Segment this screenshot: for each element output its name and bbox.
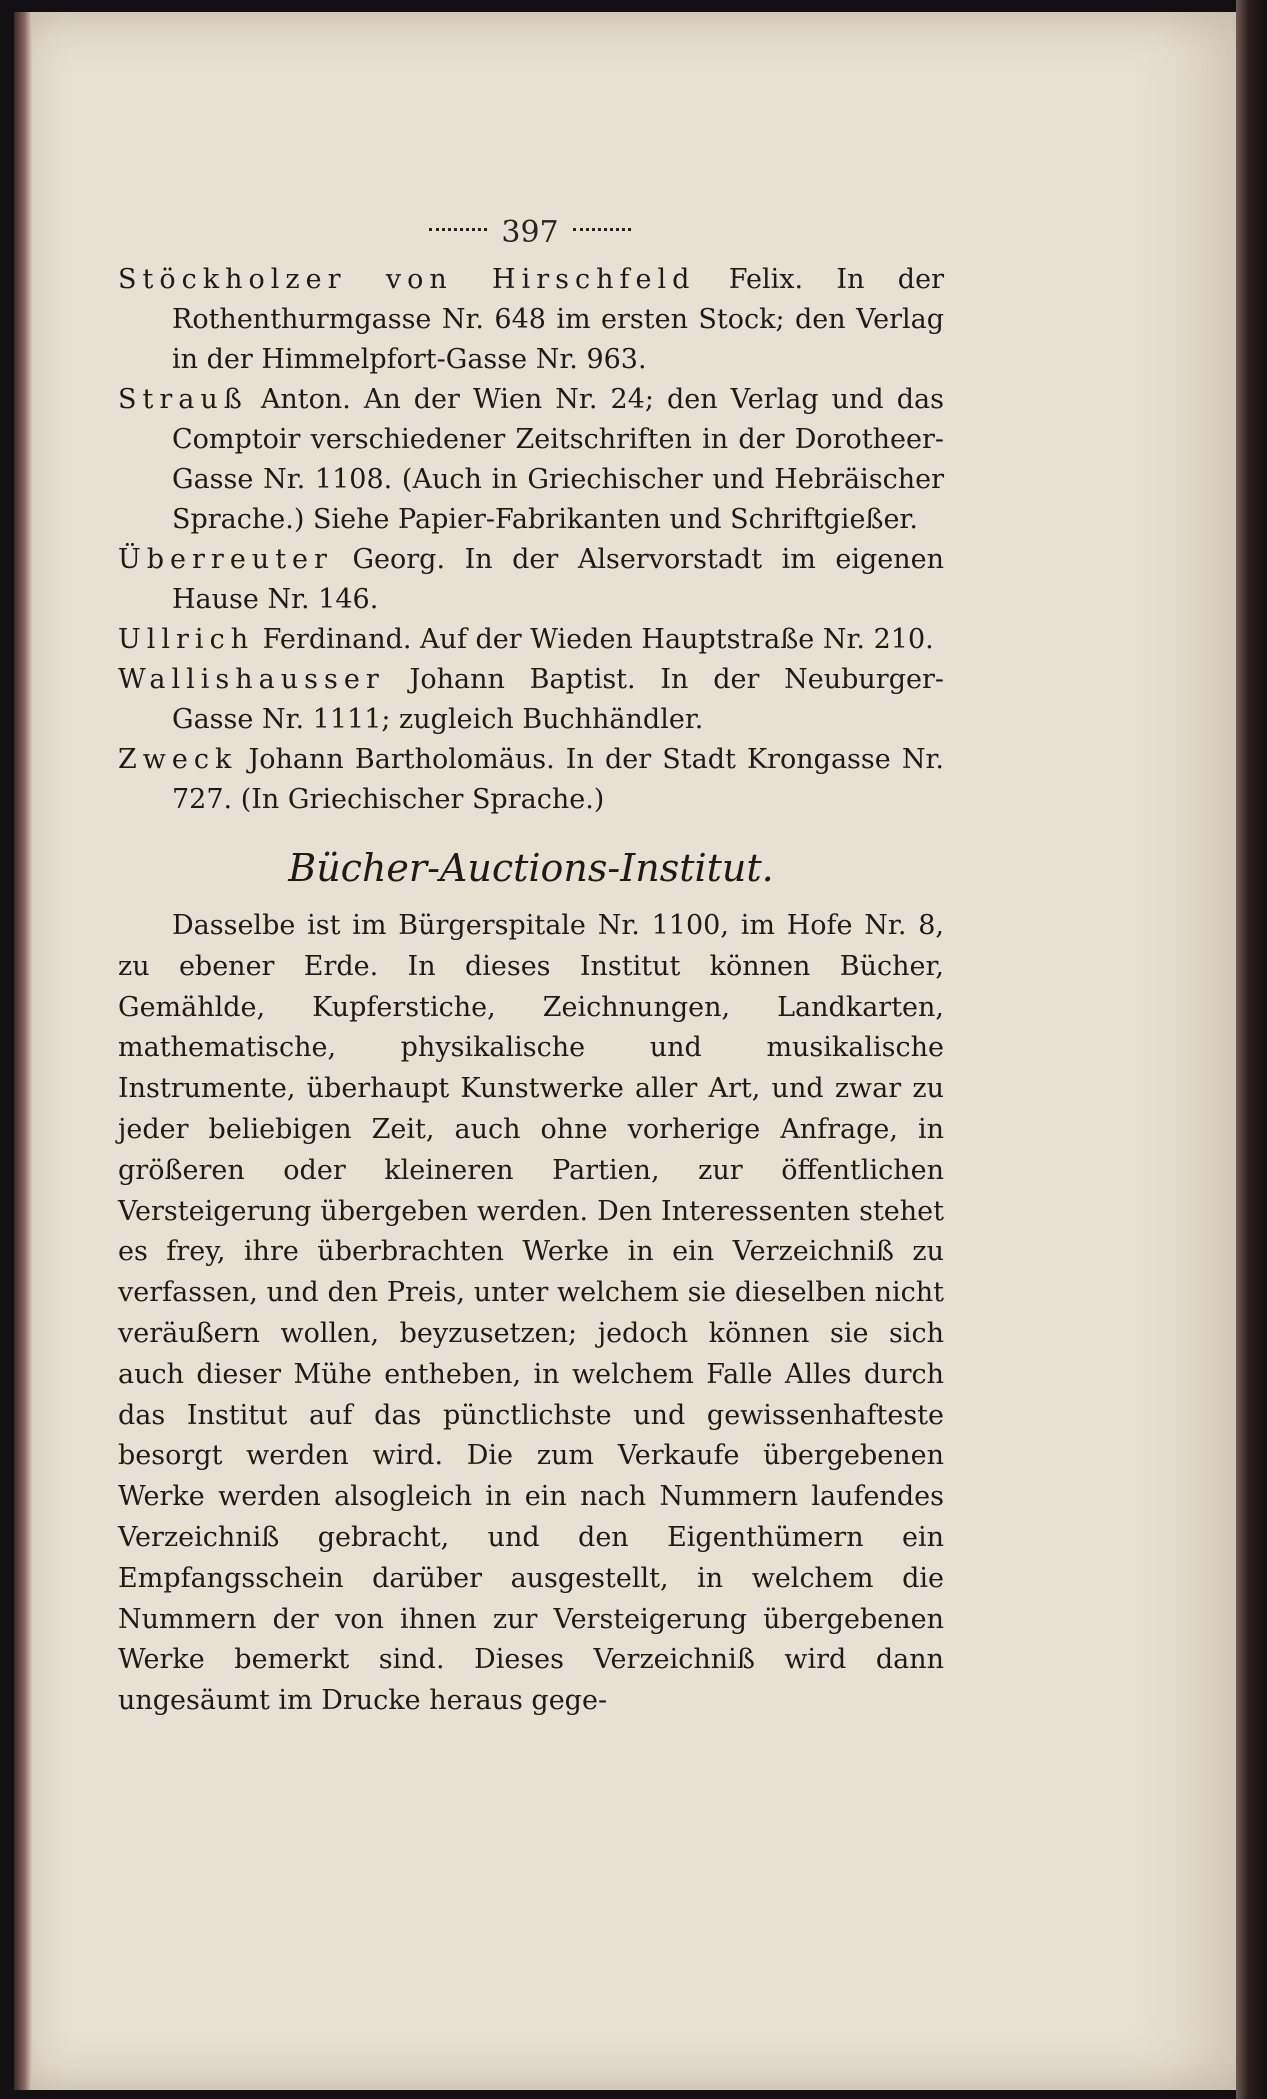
entry (118, 540, 944, 620)
section-paragraph: Dasselbe ist im Bürgerspitale Nr. 1100, im Hofe Nr. 8, zu ebener Erde. In dieses Institut können Bücher, Gemählde, Kupferstiche, Zeichnungen, Landkarten, mathematische, physikalische und musikalische Instrumente, überhaupt Kunstwerke aller Art, und zwar zu jeder beliebigen Zeit, auch ohne vorherige Anfrage, in größeren oder kleineren Partien, zur öffentlichen Versteigerung übergeben werden. Den Interessenten stehet es frey, ihre überbrachten Werke in ein Verzeichniß zu verfassen, und den Preis, unter welchem sie dieselben nicht veräußern wollen, beyzusetzen; jedoch können sie sich auch dieser Mühe entheben, in welchem Falle Alles durch das Institut auf das pünctlichste und gewissenhafteste besorgt werden wird. Die zum Verkaufe übergebenen Werke werden alsogleich in ein nach Nummern laufendes Verzeichniß gebracht, und den Eigenthümern ein Empfangsschein darüber ausgestellt, in welchem die Nummern der von ihnen zur Versteigerung übergebenen Werke bemerkt sind. Dieses Verzeichniß wird dann ungesäumt im Drucke heraus gege- (118, 910, 944, 1717)
page-header (400, 215, 660, 250)
entry-name: Ullrich (118, 624, 255, 655)
entry-name: Wallishausser (118, 664, 385, 695)
entry-text: Johann Baptist. In der Neuburger-Gasse Nr. 1111; zugleich Buchhändler. (172, 664, 944, 735)
entry (118, 740, 944, 820)
entry (118, 380, 944, 540)
entry-name: Stöckholzer von Hirschfeld (118, 264, 696, 295)
entry-text: Johann Bartholomäus. In der Stadt Krongasse Nr. 727. (In Griechischer Sprache.) (172, 744, 944, 815)
entry (118, 620, 944, 660)
ornament-left (429, 228, 487, 241)
page-number: 397 (501, 215, 559, 250)
entry-text: Felix. In der Rothenthurmgasse Nr. 648 im ersten Stock; den Verlag in der Himmelpfort-Gasse Nr. 963. (172, 264, 944, 375)
page-gutter (14, 12, 32, 2090)
section-title: Bücher-Auctions-Institut. (288, 846, 774, 890)
entry-name: Strauß (118, 384, 248, 415)
ornament-right (573, 228, 631, 241)
entry-text: Georg. In der Alservorstadt im eigenen Hause Nr. 146. (172, 544, 944, 615)
entry (118, 660, 944, 740)
entry-text: Ferdinand. Auf der Wieden Hauptstraße Nr. 210. (262, 624, 934, 655)
book-edge (1236, 0, 1267, 2099)
entry-name: Überreuter (118, 544, 333, 575)
entry-text: Anton. An der Wien Nr. 24; den Verlag und das Comptoir verschiedener Zeitschriften in der Dorotheer-Gasse Nr. 1108. (Auch in Griechischer und Hebräischer Sprache.) Siehe Papier-Fabrikanten und Schriftgießer. (172, 384, 944, 535)
entry (118, 260, 944, 380)
page-body (118, 260, 944, 1722)
entry-name: Zweck (118, 744, 238, 775)
